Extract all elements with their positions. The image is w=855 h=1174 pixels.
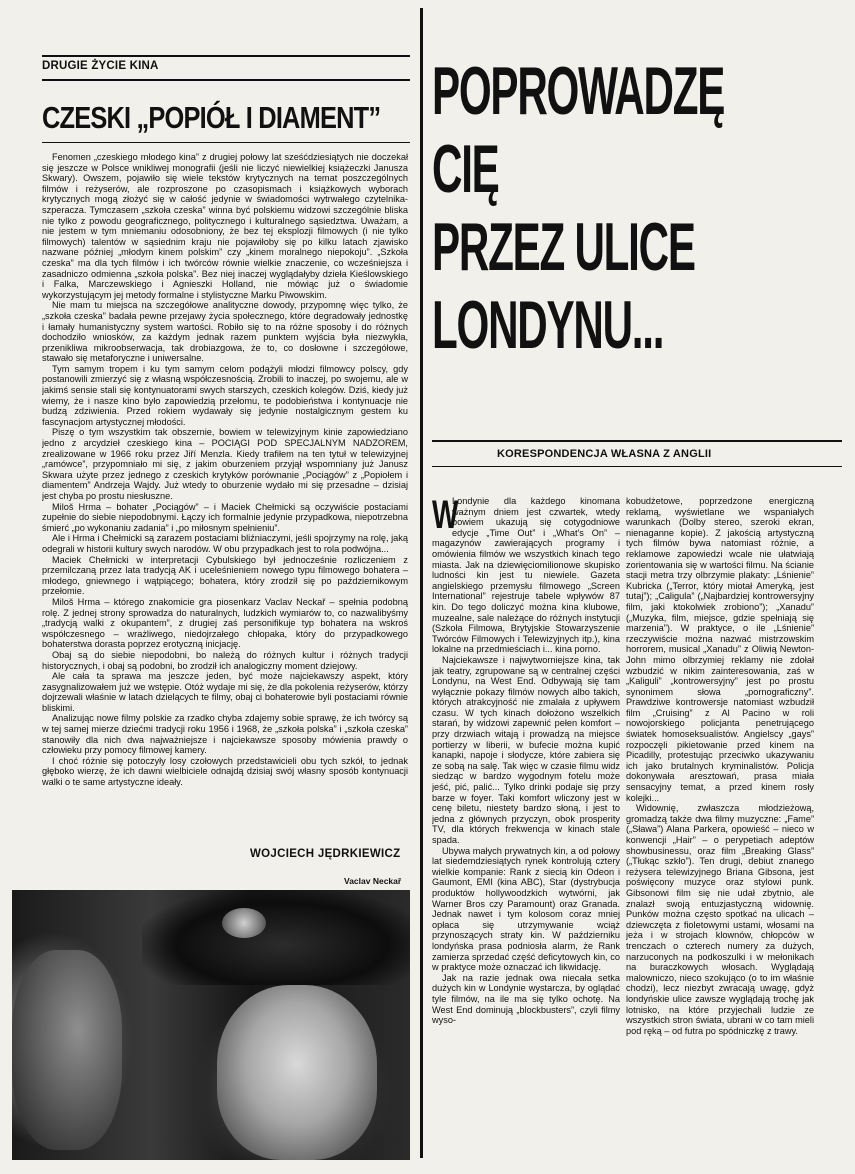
film-still-photo	[12, 890, 410, 1160]
left-paragraph: Miloš Hrma – którego znakomicie gra piosenkarz Vaclav Neckař – spełnia podobną rolę. Z jednej strony sprowadza do naturalnych, ludzkich wymiarów to, co nazwalibyśmy „tradycją walki z okupantem”, z drugiej zaś personifikuje typ bohatera na wskroś współczesnego – wrażliwego, niedojrzałego chłopaka, który do przypadkowego bohaterstwa dorasta poprzez erotyczną inicjację.	[42, 596, 408, 650]
kicker-bottom-rule	[432, 466, 842, 467]
background-figure	[12, 950, 122, 1150]
left-headline: CZESKI „POPIÓŁ I DIAMENT”	[42, 100, 381, 135]
right-paragraph: Widownię, zwłaszcza młodzieżową, gromadzą także dwa filmy muzyczne: „Fame” („Sława”) Alana Parkera, opowieść – nieco w konwencji „Hair” – o perypetiach adeptów showbusinessu, oraz film „Breaking Glass” („Tłukąc szkło”). Ten drugi, debiut znanego reżysera telewizyjnego Briana Gibsona, jest poświęcony muzyce oraz stylowi punk. Gibsonowi film się nie udał zbytnio, ale znalazł swoją entuzjastyczną widownię. Punków można często spotkać na ulicach – dziewczęta z fioletowymi ustami, włosami na jeża i w strojach klownów, chłopców w trenczach o czterech numery za dużych, narzuconych na podkoszulki i w mełonikach na buraczkowych włosach. Wyglądają malowniczo, nieco szokująco (o to im właśnie chodzi), lecz niezbyt zwracają uwagę, gdyż londyńskie ulice zawsze wyglądają trochę jak lotnisko, na które przyjechali ludzie ze wszystkich stron świata, ubrani w co tam mieli pod ręką – od futra po spódniczkę z trawy.	[626, 803, 814, 1036]
right-paragraph: Najciekawsze i najwytworniejsze kina, tak jak teatry, zgrupowane są w centralnej części Londynu, na West End. Odbywają się tam wyłącznie pokazy filmów nowych albo takich, których atrakcyjność nie zmalała z upływem czasu. W tych kinach dołożono wszelkich starań, by widzowi zapewnić pełen komfort – przy drzwiach witają i prowadzą na miejsce portierzy w liberii, w bufecie można kupić kanapki, napoje i słodycze, które zabiera się ze sobą na salę. Tak więc w czasie filmu widz siedząc w bardzo wygodnym fotelu może jeść, pić, palić... Tylko drinki podaje się przy barze w foyer. Taki komfort wliczony jest w cenę biletu, niestety bardzo słoną, i jest to jedna z głównych przyczyn, obok prosperity TV, dla których frekwencja w kinach stale spada.	[432, 654, 620, 845]
left-paragraph: Nie mam tu miejsca na szczegółowe analityczne dowody, przypomnę więc tylko, że „szkoła czeska” badała pewne przejawy życia społecznego, które degradowały jednostkę i łamały humanistyczny system wartości. Robiło się to na różne sposoby i do różnych dochodziło wniosków, za każdym jednak razem punktem wyjścia była niezwykła, przenikliwa mikroobserwacja, tak drobiazgowa, że to, co dosłowne i szczegółowe, stawało się metaforyczne i uniwersalne.	[42, 300, 408, 364]
left-paragraph: Obaj są do siebie niepodobni, bo należą do różnych kultur i różnych tradycji historycznych, i obaj są podobni, bo zrodził ich analogiczny moment dziejowy.	[42, 649, 408, 671]
section-label: DRUGIE ŻYCIE KINA	[42, 60, 159, 72]
photo-caption: Vaclav Neckař	[344, 876, 402, 886]
left-paragraph: Fenomen „czeskiego młodego kina” z drugiej połowy lat sześćdziesiątych nie doczekał się jeszcze w Polsce wnikliwej monografii (jeśli nie liczyć niewielkiej książeczki Janusza Skwary). Owszem, pojawiło się wiele tekstów krytycznych na temat poszczególnych filmów i reżyserów, ale rozproszone po czasopismach i książkowych wyborach krytycznych mogą złożyć się w całość jedynie w świadomości wytrwałego czytelnika-szperacza. Tymczasem „szkoła czeska” winna być polskiemu widzowi szczególnie bliska nie tylko z powodu geograficznego, politycznego i kulturalnego sąsiedztwa. Uważam, a nie jestem w tym mniemaniu odosobniony, że bez tej eksplozji filmowych (i nie tylko filmowych) talentów w sąsiednim kraju nie pojawiłoby się po kilku latach zjawisko nazwane później „młodym kinem polskim” czy „kinem moralnego niepokoju”. „Szkoła czeska” ma dla tych filmów i ich twórców równie wielkie znaczenie, co wcześniejsza i zasadniczo odmienna „szkoła polska”. Bez niej inaczej wyglądałyby dzieła Kieślowskiego i Falka, Marczewskiego i Agnieszki Holland, nie mówiąc już o świadomie wykorzystującym jej metody formalne i stylistyczne Marku Piwowskim.	[42, 152, 408, 300]
right-column-1	[432, 496, 620, 1156]
left-paragraph: Analizując nowe filmy polskie za rzadko chyba zdajemy sobie sprawę, że ich twórcy są w tej samej mierze dziećmi tradycji roku 1956 i 1968, że „szkoła polska” i „szkoła czeska” stanowiły dla nich dwa najważniejsze i najciekawsze sposoby mówienia prawdy o człowieku przy pomocy filmowej kamery.	[42, 713, 408, 756]
right-paragraph: Ubywa małych prywatnych kin, a od połowy lat siedemdziesiątych rynek kontrolują cztery wielkie kompanie: Rank z siecią kin Odeon i Gaumont, EMI (kina ABC), Star (dystrybucja produktów hollywoodzkich wytwórni, jak Warner Bros czy Paramount) oraz Granada. Jednak nawet i tym kolosom coraz mniej opłaca się utrzymywanie wciąż przynoszących straty kin. W październiku londyńska prasa podniosła alarm, że Rank zamierza sprzedać część deficytowych kin, co w praktyce może oznaczać ich likwidację.	[432, 845, 620, 973]
cap-badge	[222, 908, 266, 938]
kicker-top-rule	[432, 440, 842, 442]
left-paragraph: Miloš Hrma – bohater „Pociągów” – i Maciek Chełmicki są oczywiście postaciami zupełnie do siebie niepodobnymi. Łączy ich formalnie jedynie przypadkowa, niepotrzebna śmierć „po wykonaniu zadania” i „po miłosnym spełnieniu”.	[42, 501, 408, 533]
right-paragraph: Jak na razie jednak owa niecała setka dużych kin w Londynie wystarcza, by oglądać tyle filmów, na ile ma się tylko ochotę. Na West End dominują „blockbusters”, czyli filmy wyso-	[432, 972, 620, 1026]
left-paragraph: Ale cała ta sprawa ma jeszcze jeden, być może najciekawszy aspekt, który zasygnalizowałem już we wstępie. Otóż wydaje mi się, że dla pokolenia reżyserów, którzy dojrzewali właśnie w latach dzielących te filmy, obaj ci bohaterowie byli postaciami równie bliskimi.	[42, 671, 408, 713]
right-column-2	[626, 496, 814, 1156]
byline: WOJCIECH JĘDRKIEWICZ	[250, 848, 401, 860]
section-rule	[42, 79, 410, 81]
dropcap: W	[432, 496, 459, 537]
top-rule	[42, 55, 410, 57]
left-paragraph: I choć różnie się potoczyły losy czołowych przedstawicieli obu tych szkół, to jednak głęboko wierzę, że ich dawni wielbiciele odnajdą dzisiaj swój własny sposób kontynuacji walki o te same artystyczne ideały.	[42, 755, 408, 788]
headline-line: PRZEZ ULICE	[432, 209, 695, 285]
right-paragraph: kobudżetowe, poprzedzone energiczną reklamą, wyświetlane we wspaniałych warunkach (Dolby stereo, szeroki ekran, nienaganne kopie). Z jakością artystyczną tych filmów bywa natomiast różnie, a reklamowe zapowiedzi wcale nie ułatwiają zorientowania się w wartości filmu. Na ścianie stacji metra trzy olbrzymie plakaty: „Lśnienie” Kubricka („Terror, który miotał Ameryką, jest tutaj”); „Caligula” („Najbardziej kontrowersyjny film, jaki ktokolwiek zrobiono”); „Xanadu” („Muzyka, film, miejsce, gdzie spełniają się marzenia”). W praktyce, o ile „Lśnienie” rzeczywiście można nazwać mistrzowskim horrorem, musical „Xanadu” z Oliwią Newton-John mimo olbrzymiej reklamy nie zdołał wzbudzić w nikim zainteresowania, zaś w „Kaliguli” „kontrowersyjny” jest po prostu synonimem słowa „pornograficzny”. Prawdziwe kontrowersje natomiast wzbudził film „Cruising” z Al Pacino w roli nowojorskiego policjanta penetrującego światek homoseksualistów. Angielscy „gays” rozpoczęli pikietowanie przed kinem na Picadilly, protestując przeciwko ukazywaniu ich jako brutalnych kryminalistów. Policja dokonywała aresztowań, prasa miała sensacyjny temat, a przed kinem rosły kolejki...	[626, 496, 814, 803]
right-headline	[432, 52, 725, 364]
left-paragraph: Piszę o tym wszystkim tak obszernie, bowiem w telewizyjnym kinie zapowiedziano jedno z arcydzieł czeskiego kina – POCIĄGI POD SPECJALNYM NADZOREM, zrealizowane w 1966 roku przez Jiří Menzla. Kiedy trafiłem na ten tytuł w telewizyjnej „ramówce”, przypomniało mi się, z jakim oburzeniem przyjął wspomniany już Janusz Skwara użyte przez jednego z czeskich krytyków porównanie „Pociągów” z „Popiołem i diamentem” Andrzeja Wajdy. Już wtedy to oburzenie wydało mi się przesadne – dzisiaj jest chyba po prostu niesłuszne.	[42, 427, 408, 501]
left-paragraph: Tym samym tropem i ku tym samym celom podążyli młodzi filmowcy polscy, gdy postanowili zmierzyć się z własną współczesnością. Zrobili to inaczej, po swojemu, ale w jakimś sensie stali się kontynuatorami swych starszych, czeskich kolegów. Dziś, kiedy już wiemy, że i nasze kino było zapowiedzią przełomu, te podobieństwa i kontynuacje nie budzą zdziwienia. Przed rokiem wydawały się jedynie nostalgicznym gestem ku fascynacjom artystycznej młodości.	[42, 363, 408, 427]
column-divider	[420, 8, 423, 1158]
headline-line: LONDYNU...	[432, 287, 664, 363]
left-article-body	[42, 152, 408, 840]
peaked-cap	[142, 890, 410, 985]
right-paragraph: Londynie dla każdego kinomana ważnym dniem jest czwartek, wtedy bowiem ukazują się cotygodniowe edycje „Time Out” i „What's On” – magazynów zawierających programy i omówienia filmów we wszystkich kinach tego miasta. Jak na dziewięciomilionowe skupisko ludności kin jest tu niewiele. Gazeta angielskiego przemysłu filmowego „Screen International” rejestruje tabele wpływów 87 kin. Do tego doliczyć można kina klubowe, muzealne, sale należące do różnych instytucji (Szkoła Filmowa, Brytyjskie Stowarzyszenie Twórców Filmowych i Telewizyjnych itp.), kina lokalne na przedmieściach i... kina porno.	[432, 496, 620, 655]
kicker: KORESPONDENCJA WŁASNA Z ANGLII	[497, 448, 712, 460]
left-paragraph: Maciek Chełmicki w interpretacji Cybulskiego był jednocześnie rozliczeniem z przemilczaną przez lata tradycją AK i uceleśnieniem nowego typu filmowego bohatera – młodego, gniewnego i wątpiącego; bohatera, który zrodził się po październikowym przełomie.	[42, 554, 408, 597]
headline-rule	[42, 142, 410, 143]
actor-face	[217, 985, 377, 1160]
headline-line: CIĘ	[432, 131, 499, 207]
headline-line: POPROWADZĘ	[432, 53, 725, 129]
left-paragraph: Ale i Hrma i Chełmicki są zarazem postaciami bliźniaczymi, jeśli spojrzymy na rolę, jaką odegrali w historii kultury swych narodów. W obu przypadkach jest to rola podwójna...	[42, 533, 408, 554]
